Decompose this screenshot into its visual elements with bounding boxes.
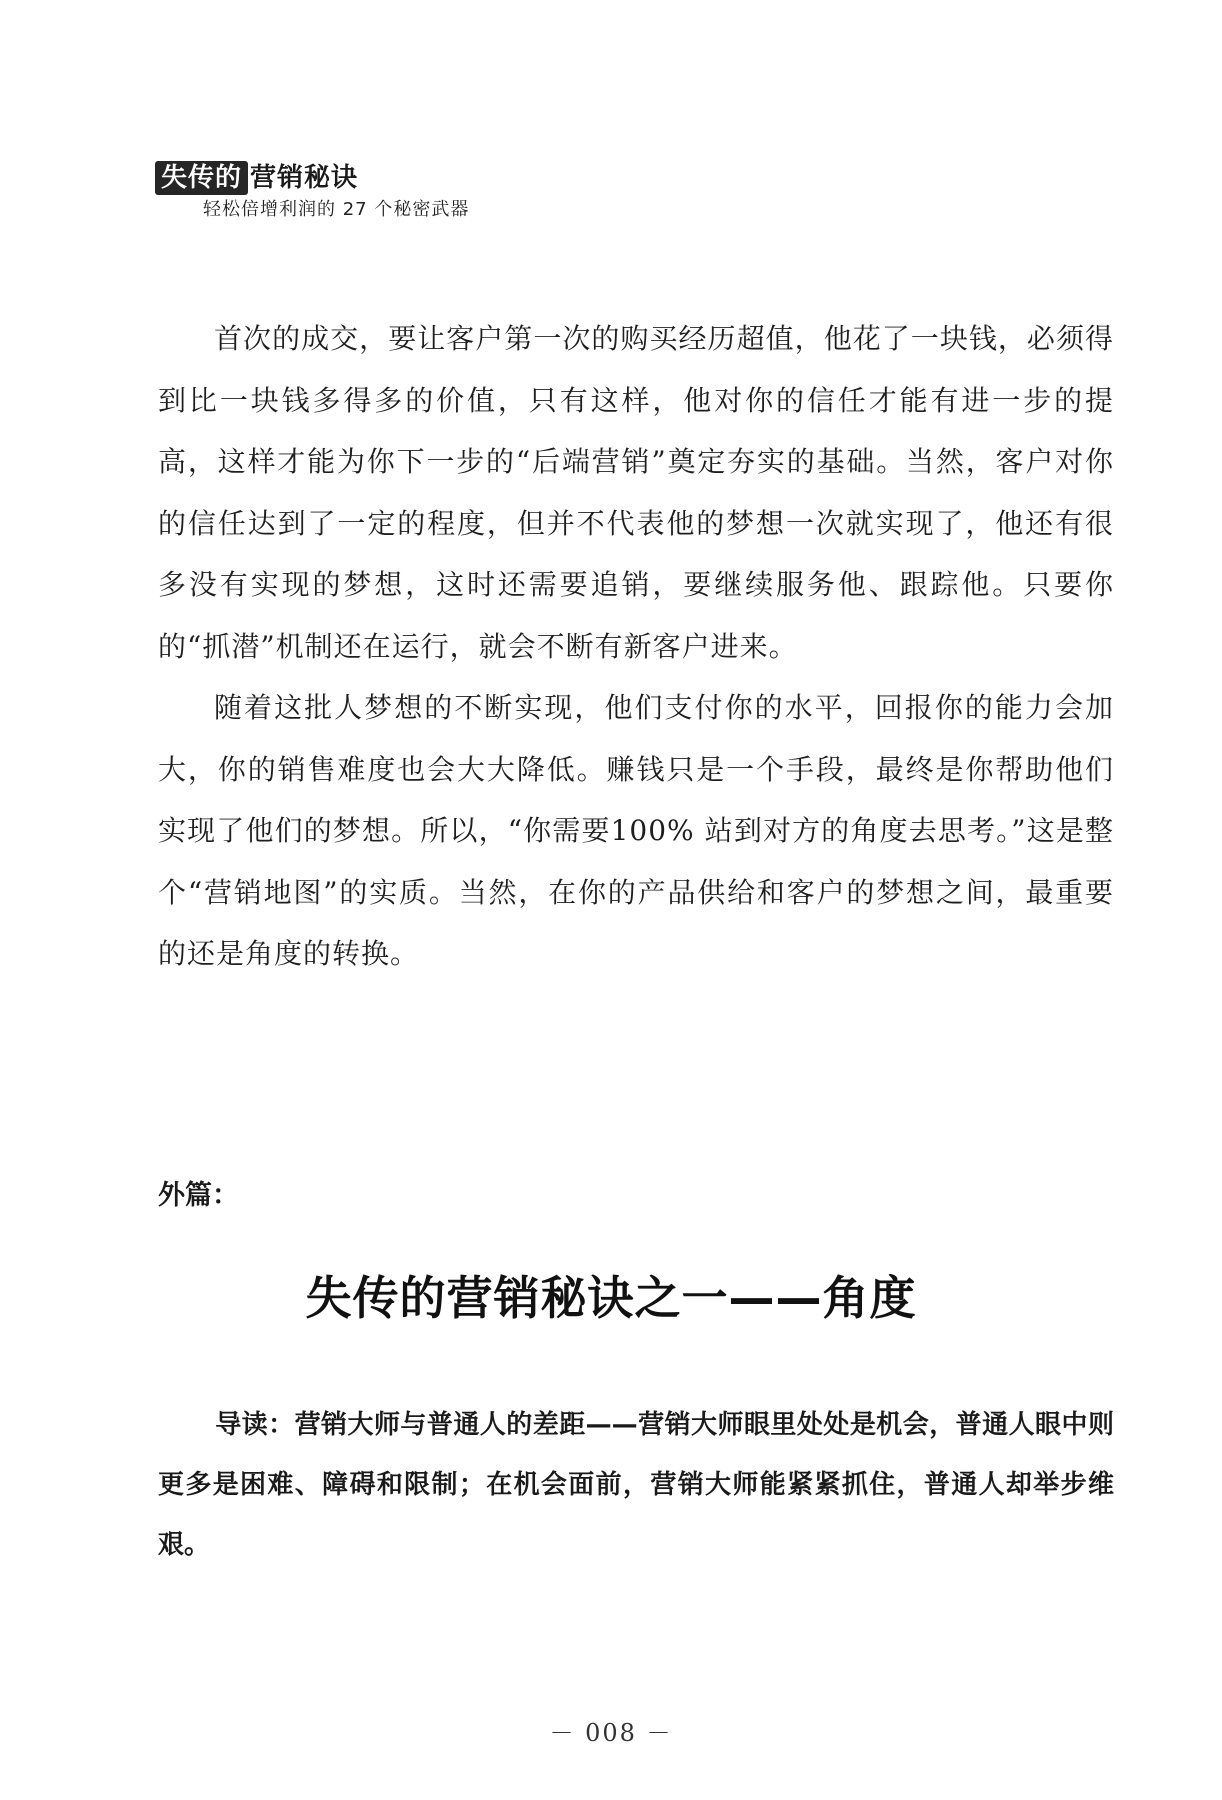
body-text bbox=[158, 308, 1114, 985]
running-header bbox=[155, 158, 855, 222]
section-label: 外篇： bbox=[158, 1180, 239, 1211]
chapter-title: 失传的营销秘诀之一——角度 bbox=[305, 1271, 917, 1325]
header-subtitle: 轻松倍增利润的 27 个秘密武器 bbox=[203, 199, 470, 220]
page-number: － 008 － bbox=[549, 1719, 673, 1747]
header-title-row bbox=[155, 158, 855, 198]
body-paragraph: 随着这批人梦想的不断实现，他们支付你的水平，回报你的能力会加大，你的销售难度也会大大降低。赚钱只是一个手段，最终是你帮助他们实现了他们的梦想。所以，“你需要100% 站到对方的角度去思考。”这是整个“营销地图”的实质。当然，在你的产品供给和客户的梦想之间，最重要的还是角度的转换。 bbox=[158, 691, 1114, 970]
body-paragraph: 首次的成交，要让客户第一次的购买经历超值，他花了一块钱，必须得到比一块钱多得多的价值，只有这样，他对你的信任才能有进一步的提高，这样才能为你下一步的“后端营销”奠定夯实的基础。当然，客户对你的信任达到了一定的程度，但并不代表他的梦想一次就实现了，他还有很多没有实现的梦想，这时还需要追销，要继续服务他、跟踪他。只要你的“抓潜”机制还在运行，就会不断有新客户进来。 bbox=[158, 322, 1114, 663]
lead-paragraph: 导读：营销大师与普通人的差距——营销大师眼里处处是机会，普通人眼中则更多是困难、障碍和限制；在机会面前，营销大师能紧紧抓住，普通人却举步维艰。 bbox=[158, 1410, 1114, 1560]
header-title-rest: 营销秘诀 bbox=[250, 163, 359, 193]
header-title-highlight: 失传的 bbox=[155, 161, 248, 195]
